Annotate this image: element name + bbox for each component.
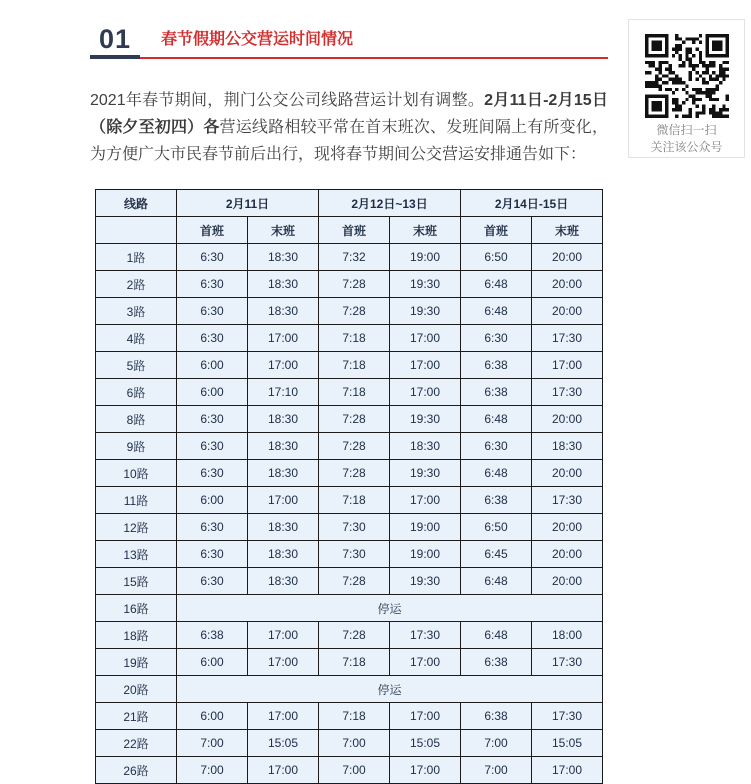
time-cell: 6:38 [461, 379, 532, 406]
route-cell: 11路 [96, 487, 177, 514]
table-row [96, 352, 603, 379]
time-cell: 6:30 [177, 460, 248, 487]
time-cell: 6:30 [177, 325, 248, 352]
time-cell: 6:38 [177, 622, 248, 649]
time-cell: 6:30 [177, 271, 248, 298]
time-cell: 7:28 [319, 298, 390, 325]
time-cell: 19:00 [390, 541, 461, 568]
time-cell: 6:30 [177, 244, 248, 271]
time-cell: 18:30 [390, 433, 461, 460]
route-cell: 6路 [96, 379, 177, 406]
route-cell: 3路 [96, 298, 177, 325]
time-cell: 6:50 [461, 514, 532, 541]
table-row [96, 730, 603, 757]
time-cell: 17:30 [532, 379, 603, 406]
time-cell: 6:38 [461, 352, 532, 379]
time-cell: 20:00 [532, 568, 603, 595]
time-cell: 6:30 [177, 514, 248, 541]
section-title-underline [140, 26, 608, 59]
time-cell: 17:30 [390, 622, 461, 649]
table-row [96, 676, 603, 703]
qr-code [645, 34, 729, 118]
section-number-box [90, 25, 140, 59]
time-cell: 6:30 [461, 433, 532, 460]
time-cell: 7:00 [319, 757, 390, 784]
qr-panel[interactable] [628, 19, 745, 158]
time-cell: 7:28 [319, 433, 390, 460]
route-cell: 21路 [96, 703, 177, 730]
time-cell: 17:30 [532, 649, 603, 676]
route-cell: 19路 [96, 649, 177, 676]
intro-text-lead: 2021年春节期间，荆门公交公司线路营运计划有调整。 [90, 92, 485, 109]
section-number: 01 [99, 24, 132, 54]
table-row [96, 298, 603, 325]
table-row [96, 649, 603, 676]
time-cell: 17:00 [248, 622, 319, 649]
time-cell: 19:30 [390, 271, 461, 298]
route-cell: 5路 [96, 352, 177, 379]
time-cell: 7:32 [319, 244, 390, 271]
route-cell: 20路 [96, 676, 177, 703]
route-header-empty-cell [96, 217, 177, 244]
time-cell: 15:05 [532, 730, 603, 757]
time-cell: 7:18 [319, 703, 390, 730]
time-cell: 6:48 [461, 298, 532, 325]
time-cell: 6:30 [177, 568, 248, 595]
time-cell: 7:28 [319, 406, 390, 433]
time-cell: 7:00 [461, 730, 532, 757]
time-cell: 7:30 [319, 541, 390, 568]
time-cell: 6:48 [461, 622, 532, 649]
last-bus-header: 末班 [390, 217, 461, 244]
article-content [90, 0, 608, 784]
time-cell: 20:00 [532, 244, 603, 271]
table-row [96, 514, 603, 541]
time-cell: 6:38 [461, 649, 532, 676]
table-row [96, 595, 603, 622]
time-cell: 17:10 [248, 379, 319, 406]
time-cell: 19:00 [390, 244, 461, 271]
intro-text-bold-dates: 2月11日-2月15日（除夕至初四）各 [90, 92, 608, 136]
time-cell: 19:00 [390, 514, 461, 541]
time-cell: 6:48 [461, 568, 532, 595]
time-cell: 7:28 [319, 622, 390, 649]
time-cell: 19:30 [390, 406, 461, 433]
time-cell: 7:00 [177, 757, 248, 784]
qr-caption-line2: 关注该公众号 [650, 140, 723, 154]
table-row [96, 433, 603, 460]
route-cell: 16路 [96, 595, 177, 622]
table-header-sub-row [96, 217, 603, 244]
date-group-feb12-13: 2月12日~13日 [319, 190, 461, 217]
table-row [96, 568, 603, 595]
time-cell: 18:30 [248, 541, 319, 568]
time-cell: 7:00 [461, 757, 532, 784]
table-row [96, 703, 603, 730]
time-cell: 18:30 [248, 271, 319, 298]
time-cell: 6:48 [461, 271, 532, 298]
route-cell: 22路 [96, 730, 177, 757]
time-cell: 6:45 [461, 541, 532, 568]
section-header [90, 25, 608, 59]
time-cell: 6:30 [177, 406, 248, 433]
time-cell: 17:00 [390, 325, 461, 352]
time-cell: 6:48 [461, 406, 532, 433]
time-cell: 15:05 [390, 730, 461, 757]
time-cell: 6:30 [461, 325, 532, 352]
time-cell: 17:00 [248, 757, 319, 784]
table-row [96, 244, 603, 271]
time-cell: 19:30 [390, 568, 461, 595]
time-cell: 7:30 [319, 514, 390, 541]
bus-schedule-table [95, 189, 603, 784]
time-cell: 18:30 [248, 298, 319, 325]
last-bus-header: 末班 [248, 217, 319, 244]
time-cell: 17:00 [390, 352, 461, 379]
time-cell: 7:18 [319, 352, 390, 379]
route-cell: 18路 [96, 622, 177, 649]
time-cell: 7:28 [319, 271, 390, 298]
route-cell: 12路 [96, 514, 177, 541]
time-cell: 20:00 [532, 541, 603, 568]
route-cell: 10路 [96, 460, 177, 487]
time-cell: 17:30 [532, 325, 603, 352]
time-cell: 17:00 [248, 703, 319, 730]
time-cell: 17:00 [390, 649, 461, 676]
time-cell: 17:30 [532, 487, 603, 514]
time-cell: 6:30 [177, 298, 248, 325]
time-cell: 6:00 [177, 649, 248, 676]
route-cell: 2路 [96, 271, 177, 298]
route-cell: 26路 [96, 757, 177, 784]
time-cell: 7:28 [319, 568, 390, 595]
time-cell: 6:38 [461, 487, 532, 514]
date-group-feb11: 2月11日 [177, 190, 319, 217]
time-cell: 17:00 [248, 352, 319, 379]
time-cell: 6:00 [177, 352, 248, 379]
qr-caption-line1: 微信扫一扫 [656, 123, 717, 137]
first-bus-header: 首班 [461, 217, 532, 244]
time-cell: 18:30 [248, 433, 319, 460]
time-cell: 6:50 [461, 244, 532, 271]
time-cell: 7:28 [319, 460, 390, 487]
time-cell: 18:30 [248, 514, 319, 541]
route-cell: 15路 [96, 568, 177, 595]
time-cell: 6:00 [177, 487, 248, 514]
intro-text-tail: 营运线路相较平常在首末班次、发班间隔上有所变化，为方便广大市民春节前后出行，现将春节期间公交营运安排通告如下： [90, 119, 608, 163]
suspended-cell: 停运 [177, 676, 603, 703]
time-cell: 6:48 [461, 460, 532, 487]
suspended-cell: 停运 [177, 595, 603, 622]
time-cell: 6:00 [177, 379, 248, 406]
time-cell: 17:00 [532, 352, 603, 379]
route-column-header: 线路 [96, 190, 177, 217]
time-cell: 7:18 [319, 487, 390, 514]
time-cell: 17:00 [248, 325, 319, 352]
time-cell: 7:00 [319, 730, 390, 757]
table-row [96, 379, 603, 406]
time-cell: 15:05 [248, 730, 319, 757]
first-bus-header: 首班 [319, 217, 390, 244]
time-cell: 7:18 [319, 379, 390, 406]
table-row [96, 271, 603, 298]
time-cell: 17:00 [390, 379, 461, 406]
section-title: 春节假期公交营运时间情况 [161, 31, 354, 48]
time-cell: 6:30 [177, 541, 248, 568]
route-cell: 1路 [96, 244, 177, 271]
time-cell: 6:00 [177, 703, 248, 730]
time-cell: 17:00 [248, 487, 319, 514]
time-cell: 6:38 [461, 703, 532, 730]
time-cell: 20:00 [532, 460, 603, 487]
time-cell: 17:00 [390, 703, 461, 730]
time-cell: 7:18 [319, 325, 390, 352]
time-cell: 20:00 [532, 514, 603, 541]
last-bus-header: 末班 [532, 217, 603, 244]
time-cell: 17:00 [532, 757, 603, 784]
table-header-dates-row [96, 190, 603, 217]
table-row [96, 622, 603, 649]
table-row [96, 757, 603, 784]
time-cell: 18:30 [248, 460, 319, 487]
time-cell: 6:30 [177, 433, 248, 460]
table-row [96, 460, 603, 487]
intro-paragraph [90, 87, 608, 168]
time-cell: 20:00 [532, 298, 603, 325]
time-cell: 18:30 [248, 568, 319, 595]
table-row [96, 487, 603, 514]
time-cell: 18:30 [248, 244, 319, 271]
route-cell: 13路 [96, 541, 177, 568]
time-cell: 7:00 [177, 730, 248, 757]
time-cell: 17:00 [390, 487, 461, 514]
route-cell: 8路 [96, 406, 177, 433]
time-cell: 7:18 [319, 649, 390, 676]
time-cell: 18:00 [532, 622, 603, 649]
time-cell: 17:00 [390, 757, 461, 784]
date-group-feb14-15: 2月14日-15日 [461, 190, 603, 217]
time-cell: 18:30 [248, 406, 319, 433]
time-cell: 19:30 [390, 460, 461, 487]
time-cell: 17:30 [532, 703, 603, 730]
table-row [96, 325, 603, 352]
qr-caption [629, 122, 744, 156]
time-cell: 20:00 [532, 406, 603, 433]
time-cell: 18:30 [532, 433, 603, 460]
time-cell: 19:30 [390, 298, 461, 325]
first-bus-header: 首班 [177, 217, 248, 244]
route-cell: 4路 [96, 325, 177, 352]
table-row [96, 406, 603, 433]
time-cell: 20:00 [532, 271, 603, 298]
route-cell: 9路 [96, 433, 177, 460]
time-cell: 17:00 [248, 649, 319, 676]
table-row [96, 541, 603, 568]
